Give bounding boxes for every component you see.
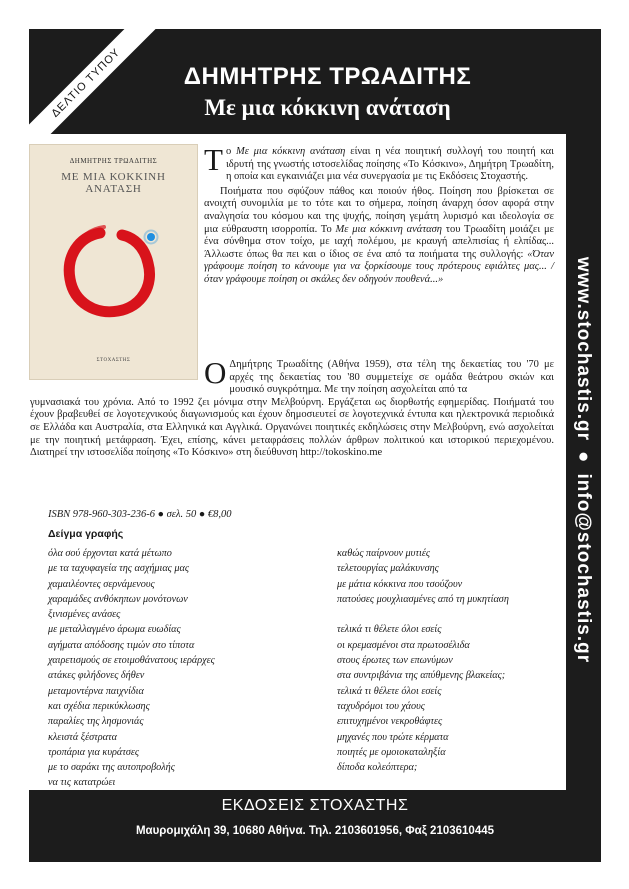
poem-line: να τις κατατρώει	[48, 777, 116, 789]
isbn-price-line: ISBN 978-960-303-236-6 ● σελ. 50 ● €8,00	[48, 509, 232, 520]
publisher-name: ΕΚΔΟΣΕΙΣ ΣΤΟΧΑΣΤΗΣ	[221, 797, 409, 814]
poem-line: όλα σού έρχονται κατά μέτωπο	[48, 548, 172, 559]
website-link[interactable]: www.stochastis.gr	[573, 256, 594, 442]
poem-line: με μεταλλαγμένο άρωμα ευωδίας	[48, 624, 181, 636]
poem-line: οι κρεμασμένοι στα πρωτοσέλιδα	[337, 639, 470, 651]
poem-line: τελικά τι θέλετε όλοι εσείς	[337, 685, 442, 697]
poem-line	[337, 607, 509, 622]
poem-line: τελετουργίας μαλάκυνσης	[337, 563, 439, 575]
poem-line: στους έρωτες των επωνύμων	[337, 655, 453, 667]
poem-line: παραλίες της λησμονιάς	[48, 716, 144, 728]
poem-line: δίποδα κολεόπτερα;	[337, 762, 418, 774]
contact-strip	[572, 257, 594, 663]
poem-line: ξινισμένες ανάσες	[48, 609, 121, 621]
poem-line: αγήματα απόδοσης τιμών στο τίποτα	[48, 639, 195, 651]
cover-author: ΔΗΜΗΤΡΗΣ ΤΡΩΑΔΙΤΗΣ	[69, 157, 158, 165]
blue-dot	[147, 233, 155, 241]
bio-lead	[204, 355, 554, 397]
bio-continuation: γυμνασιακά του χρόνια. Από το 1992 ζει μόνιμα στην Μελβούρνη. Εργάζεται ως διορθωτής εφημερίδας. Ποιήματά του έχουν βραβευθεί σε λογοτεχνικούς διαγωνισμούς και έχουν δημοσιευτεί σε λογοτεχνικά έντυπα και ηλεκτρονικά περιοδικά σε Ελλάδα και Αυστραλία, στα Ελληνικά και Αγγλικά. Οργανώνει ποιητικές εκδηλώσεις στην Μελβούρνη, ενώ ασχολείται με την ποιητική μετάφραση. Έχει, επίσης, κάνει μεταφράσεις πολλών άρθρων πολιτικού και ιστορικού περιεχομένου. Διατηρεί την ιστοσελίδα ποίησης «Το Κόσκινο» στη διεύθυνση http://tokoskino.me	[30, 396, 554, 459]
poem-line: με τα ταχυφαγεία της ασχήμιας μας	[48, 563, 189, 575]
poem-line: επιτυχημένοι νεκροθάφτες	[337, 716, 443, 728]
red-brush-ring	[69, 233, 149, 312]
poem-line: χαραμάδες ανθόκηπων μονότονων	[48, 593, 188, 605]
poem-line: χαιρετισμούς σε ετοιμοθάνατους ιεράρχες	[48, 655, 215, 667]
intro-drop-cap: Τ	[204, 142, 223, 177]
poem-line: μεταμοντέρνα παιχνίδια	[48, 685, 144, 697]
poem-line: τελικά τι θέλετε όλοι εσείς	[337, 624, 442, 636]
author-name: ΔΗΜΗΤΡΗΣ ΤΡΩΑΔΙΤΗΣ	[183, 63, 472, 90]
poem-line: και σχέδια περικύκλωσης	[48, 700, 150, 712]
sample-heading: Δείγμα γραφής	[48, 528, 124, 540]
book-title: Με μια κόκκινη ανάταση	[204, 95, 451, 120]
intro-p2-b: του Τρωαδίτη μοιάζει με ένα σύνθημα στον τοίχο, με ιαχή πολέμου, με κραυγή απελπισίας ή ελπίδας... Άλλωστε όπως θα πει και ο ίδιος σε ένα από τα ποιήματα της συλλογής:	[204, 223, 554, 260]
intro-quote: «Όταν γράφουμε ποίηση το κάνουμε για να ξορκίσουμε τους πρότερους εφιάλτες μας... / όταν γράφουμε ποίηση οι σκάλες δεν οδηγούν πουθενά...»	[204, 248, 554, 285]
intro-paragraph-1	[204, 142, 554, 184]
press-release-label: ΔΕΛΤΙΟ ΤΥΠΟΥ	[29, 29, 161, 134]
poem-line: ταχυδρόμοι του χάους	[337, 700, 425, 712]
intro-p2-title-ref: Με μια κόκκινη ανάταση	[335, 223, 442, 235]
poem-line: τροπάρια για κυράτσες	[48, 746, 140, 758]
poem-line: με το σαράκι της αυτοπροβολής	[48, 762, 175, 774]
bio-text-a: Δημήτρης Τρωαδίτης (Αθήνα 1959), στα τέλη της δεκαετίας του '70 με αρχές της δεκαετίας του '80 συμμετείχε σε ομάδα θεάτρου σκιών και μουσικό συγκρότημα. Με την ποίηση ασχολείται από τα	[229, 359, 554, 396]
press-release-ribbon	[29, 29, 164, 134]
bio-text	[30, 355, 554, 460]
email-link[interactable]: info@stochastis.gr	[573, 473, 594, 664]
intro-text-a: ο	[225, 146, 236, 157]
intro-p2-a: Ποιήματα που σφύζουν πάθος και ποιούν ήθος. Ποίηση που βρίσκεται σε ανοιχτή συνομιλία με το τότε και το σήμερα, ποίηση άναρχη όσον αφορά στην αναλγησία του κόσμου και της ψυχής, ποίηση γεμάτη λυρισμό και ιδεολογία σε μια εύθραυστη ισορροπία. Το	[204, 185, 554, 235]
publisher-address: Μαυρομιχάλη 39, 10680 Αθήνα. Τηλ. 2103601956, Φαξ 2103610445	[135, 825, 495, 837]
poem-line: κλειστά ξέστρατα	[48, 731, 117, 743]
poem-line: ποιητές με ομοιοκαταληξία	[337, 746, 446, 758]
poem-line: ατάκες φιλήδονες δήθεν	[48, 670, 145, 682]
bullet-separator: ●	[573, 451, 594, 464]
poem-line: χαμαιλέοντες σερνάμενους	[48, 578, 155, 590]
intro-text-b: είναι η νέα ποιητική συλλογή του ποιητή και ιδρυτή της γνωστής ιστοσελίδας ποίησης «Το Κόσκινο», Δημήτρη Τρωαδίτη, η οποία και εγκαινιάζει μια νέα συνεργασία με τις Εκδόσεις Στοχαστής.	[225, 146, 554, 183]
intro-paragraph-2	[204, 186, 554, 287]
cover-title	[50, 171, 177, 195]
poem-column-right	[337, 546, 509, 775]
cover-title-line-2: ΑΝΑΤΑΣΗ	[85, 183, 142, 195]
poem-line: στα συντριβάνια της απύθμενης βλακείας;	[337, 670, 506, 682]
intro-text	[204, 142, 554, 287]
cover-title-line-1: ΜΕ ΜΙΑ ΚΟΚΚΙΝΗ	[61, 171, 166, 183]
poem-line: μηχανές που τρώτε κέρματα	[337, 731, 449, 743]
intro-title-ref: Με μια κόκκινη ανάταση	[235, 146, 346, 157]
poem-line: πατούσες μουχλιασμένες από τη μυκητίαση	[337, 593, 509, 605]
cover-publisher: ΣΤΟΧΑΣΤΗΣ	[96, 358, 131, 363]
bio-drop-cap: Ο	[204, 355, 227, 390]
poem-line: με μάτια κόκκινα που τσούζουν	[337, 578, 463, 590]
poem-line: καθώς παίρνουν μυτιές	[337, 548, 430, 559]
book-cover	[30, 145, 197, 379]
poem-column-left	[48, 546, 215, 791]
